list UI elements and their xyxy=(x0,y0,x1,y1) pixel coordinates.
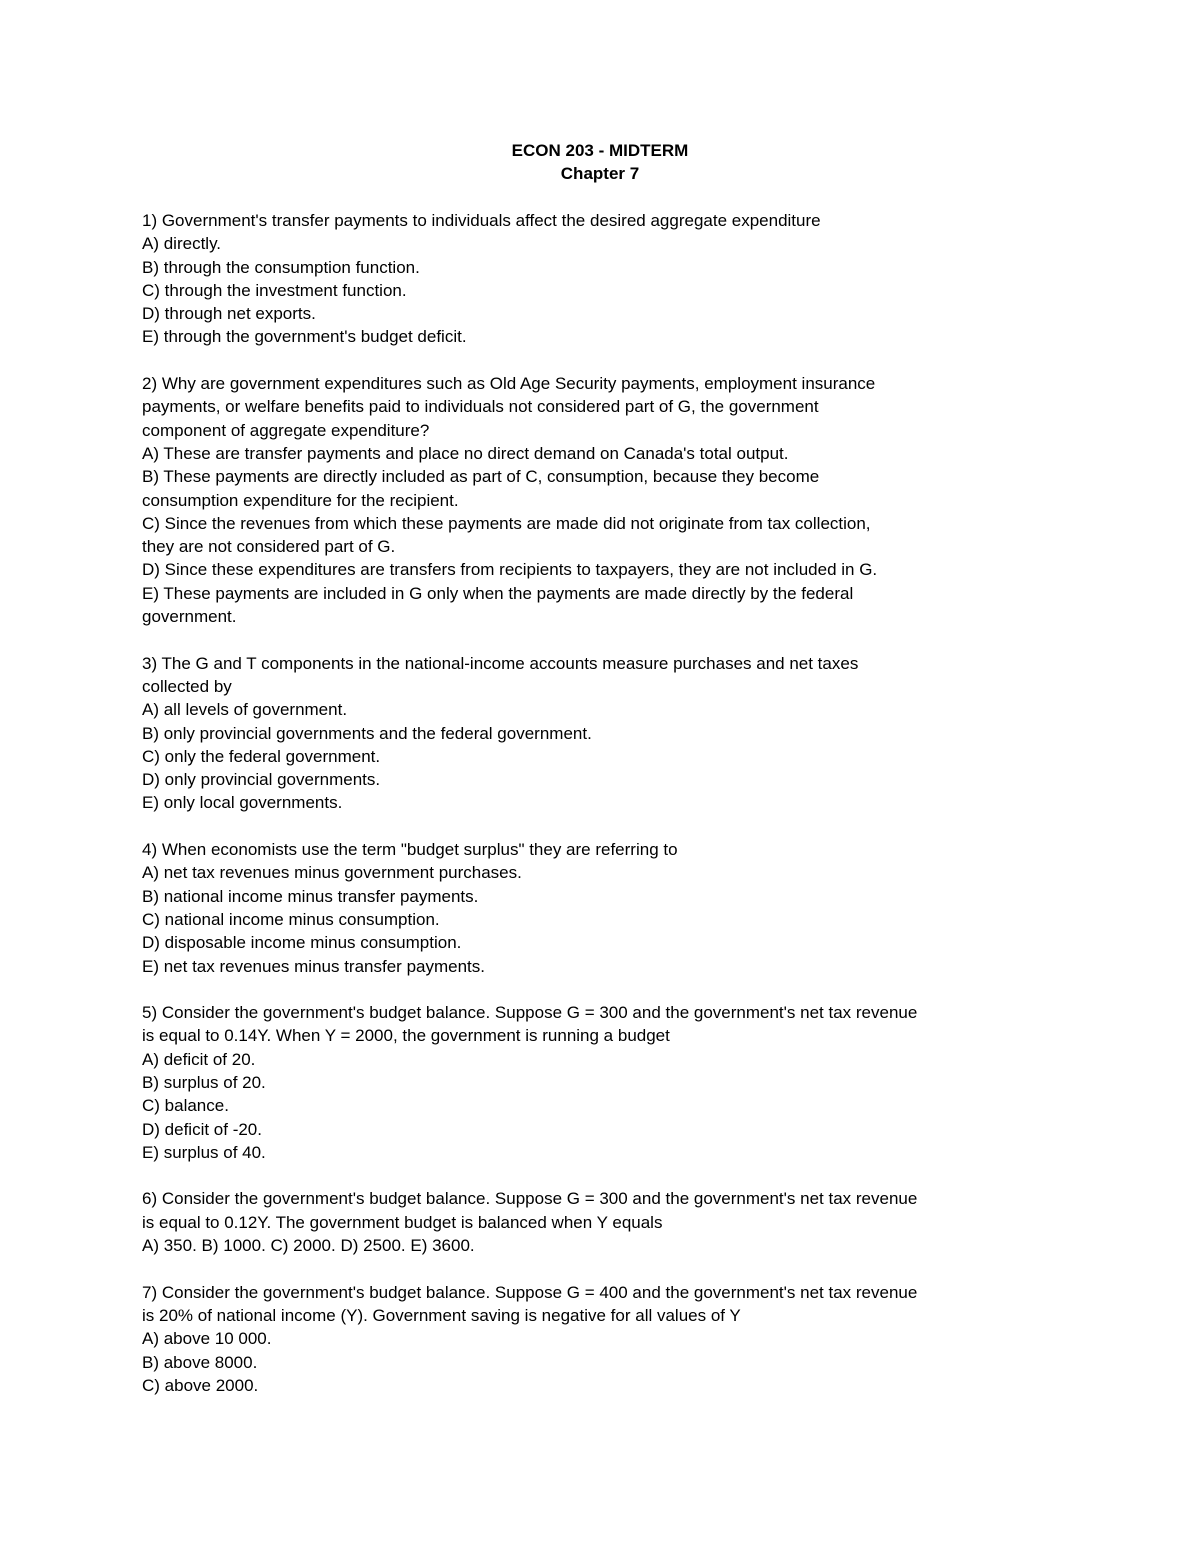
question-4-option-d: D) disposable income minus consumption. xyxy=(142,933,462,953)
chapter-title: Chapter 7 xyxy=(560,164,640,184)
question-1 xyxy=(142,209,962,349)
question-3-stem-line: collected by xyxy=(142,676,232,696)
question-4-option-b: B) national income minus transfer payments. xyxy=(142,886,479,906)
question-5-option-d: D) deficit of -20. xyxy=(142,1119,262,1139)
question-2-option-c-cont: they are not considered part of G. xyxy=(142,537,396,557)
question-6-stem-line: is equal to 0.12Y. The government budget is balanced when Y equals xyxy=(142,1212,663,1232)
question-3-stem-line: 3) The G and T components in the national-income accounts measure purchases and net taxes xyxy=(142,653,859,673)
question-2-stem-line: 2) Why are government expenditures such as Old Age Security payments, employment insurance xyxy=(142,374,876,394)
question-6-stem-line: 6) Consider the government's budget balance. Suppose G = 300 and the government's net tax revenue xyxy=(142,1189,918,1209)
question-3-option-d: D) only provincial governments. xyxy=(142,770,381,790)
question-2-option-b-cont: consumption expenditure for the recipient. xyxy=(142,490,459,510)
question-1-stem: 1) Government's transfer payments to individuals affect the desired aggregate expenditure xyxy=(142,211,821,230)
question-4-option-a: A) net tax revenues minus government purchases. xyxy=(142,863,522,883)
question-2-option-e: E) These payments are included in G only when the payments are made directly by the federal xyxy=(142,583,854,603)
question-7-stem-line: 7) Consider the government's budget balance. Suppose G = 400 and the government's net tax revenue xyxy=(142,1282,918,1302)
question-6 xyxy=(142,1187,962,1257)
question-4-stem: 4) When economists use the term "budget surplus" they are referring to xyxy=(142,840,678,860)
question-2-option-d: D) Since these expenditures are transfers from recipients to taxpayers, they are not included in G. xyxy=(142,560,878,580)
question-4-option-c: C) national income minus consumption. xyxy=(142,909,440,929)
question-5 xyxy=(142,1001,962,1164)
question-1-option-a: A) directly. xyxy=(142,234,222,254)
question-5-option-e: E) surplus of 40. xyxy=(142,1142,266,1162)
question-3-option-e: E) only local governments. xyxy=(142,793,343,813)
question-3-option-a: A) all levels of government. xyxy=(142,700,348,720)
question-2-option-e-cont: government. xyxy=(142,607,237,627)
question-2-option-b: B) These payments are directly included as part of C, consumption, because they become xyxy=(142,467,820,487)
question-7-option-b: B) above 8000. xyxy=(142,1352,258,1372)
question-2-option-a: A) These are transfer payments and place no direct demand on Canada's total output. xyxy=(142,443,789,463)
question-3-option-c: C) only the federal government. xyxy=(142,746,381,766)
question-1-option-e: E) through the government's budget deficit. xyxy=(142,327,467,347)
question-1-option-b: B) through the consumption function. xyxy=(142,257,420,277)
question-list xyxy=(142,209,962,1420)
question-5-option-b: B) surplus of 20. xyxy=(142,1072,266,1092)
question-4-option-e: E) net tax revenues minus transfer payments. xyxy=(142,956,485,976)
question-7-stem-line: is 20% of national income (Y). Government saving is negative for all values of Y xyxy=(142,1305,741,1325)
question-1-option-d: D) through net exports. xyxy=(142,304,316,324)
question-7 xyxy=(142,1281,962,1397)
course-title: ECON 203 - MIDTERM xyxy=(511,141,689,160)
document-header xyxy=(0,139,1200,186)
question-2-option-c: C) Since the revenues from which these payments are made did not originate from tax collection, xyxy=(142,513,871,533)
question-6-options: A) 350. B) 1000. C) 2000. D) 2500. E) 3600. xyxy=(142,1236,475,1256)
question-2 xyxy=(142,372,962,628)
question-3-option-b: B) only provincial governments and the federal government. xyxy=(142,723,592,743)
question-2-stem-line: payments, or welfare benefits paid to individuals not considered part of G, the government xyxy=(142,397,819,417)
question-5-option-c: C) balance. xyxy=(142,1096,229,1116)
question-3 xyxy=(142,652,962,815)
question-7-option-a: A) above 10 000. xyxy=(142,1329,272,1349)
question-5-stem-line: 5) Consider the government's budget balance. Suppose G = 300 and the government's net tax revenue xyxy=(142,1003,918,1023)
question-5-option-a: A) deficit of 20. xyxy=(142,1049,256,1069)
question-4 xyxy=(142,838,962,978)
question-5-stem-line: is equal to 0.14Y. When Y = 2000, the government is running a budget xyxy=(142,1026,670,1046)
question-7-option-c: C) above 2000. xyxy=(142,1375,259,1395)
question-1-option-c: C) through the investment function. xyxy=(142,280,407,300)
question-2-stem-line: component of aggregate expenditure? xyxy=(142,420,430,440)
